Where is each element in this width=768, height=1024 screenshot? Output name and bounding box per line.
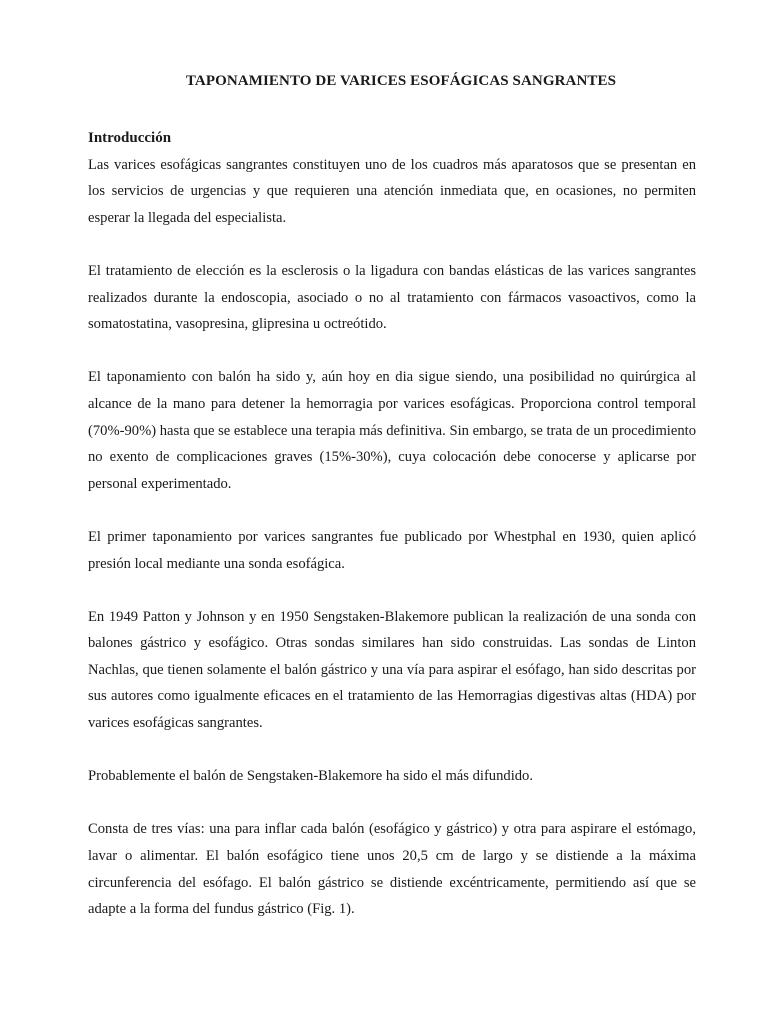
- paragraph-1: Las varices esofágicas sangrantes constituyen uno de los cuadros más aparatosos que se presentan en los servicios de urgencias y que requieren una atención inmediata que, en ocasiones, no permiten esperar la llegada del especialista.: [88, 156, 696, 226]
- paragraph-7: Consta de tres vías: una para inflar cada balón (esofágico y gástrico) y otra para aspirare el estómago, lavar o alimentar. El balón esofágico tiene unos 20,5 cm de largo y se distiende a la máxima circunferencia del esófago. El balón gástrico se distiende excéntricamente, permitiendo así que se adapte a la forma del fundus gástrico (Fig. 1).: [88, 821, 696, 918]
- section-heading-introduccion: Introducción: [88, 130, 172, 146]
- paragraph-6: Probablemente el balón de Sengstaken-Blakemore ha sido el más difundido.: [88, 768, 533, 785]
- paragraph-5: En 1949 Patton y Johnson y en 1950 Sengstaken-Blakemore publican la realización de una sonda con balones gástrico y esofágico. Otras sondas similares han sido construidas. Las sondas de Linton Nachlas, que tienen solamente el balón gástrico y una vía para aspirar el esófago, han sido descritas por sus autores como igualmente eficaces en el tratamiento de las Hemorragias digestivas altas (HDA) por varices esofágicas sangrantes.: [88, 608, 696, 732]
- paragraph-4: El primer taponamiento por varices sangrantes fue publicado por Whestphal en 1930, quien aplicó presión local mediante una sonda esofágica.: [88, 528, 696, 572]
- document-title: TAPONAMIENTO DE VARICES ESOFÁGICAS SANGRANTES: [185, 73, 617, 89]
- paragraph-3: El taponamiento con balón ha sido y, aún hoy en dia sigue siendo, una posibilidad no quirúrgica al alcance de la mano para detener la hemorragia por varices esofágicas. Proporciona control temporal (70%-90%) hasta que se establece una terapia más definitiva. Sin embargo, se trata de un procedimiento no exento de complicaciones graves (15%-30%), cuya colocación debe conocerse y aplicarse por personal experimentado.: [88, 369, 696, 492]
- paragraph-2: El tratamiento de elección es la esclerosis o la ligadura con bandas elásticas de las varices sangrantes realizados durante la endoscopia, asociado o no al tratamiento con fármacos vasoactivos, como la somatostatina, vasopresina, glipresina u octreótido.: [88, 262, 696, 333]
